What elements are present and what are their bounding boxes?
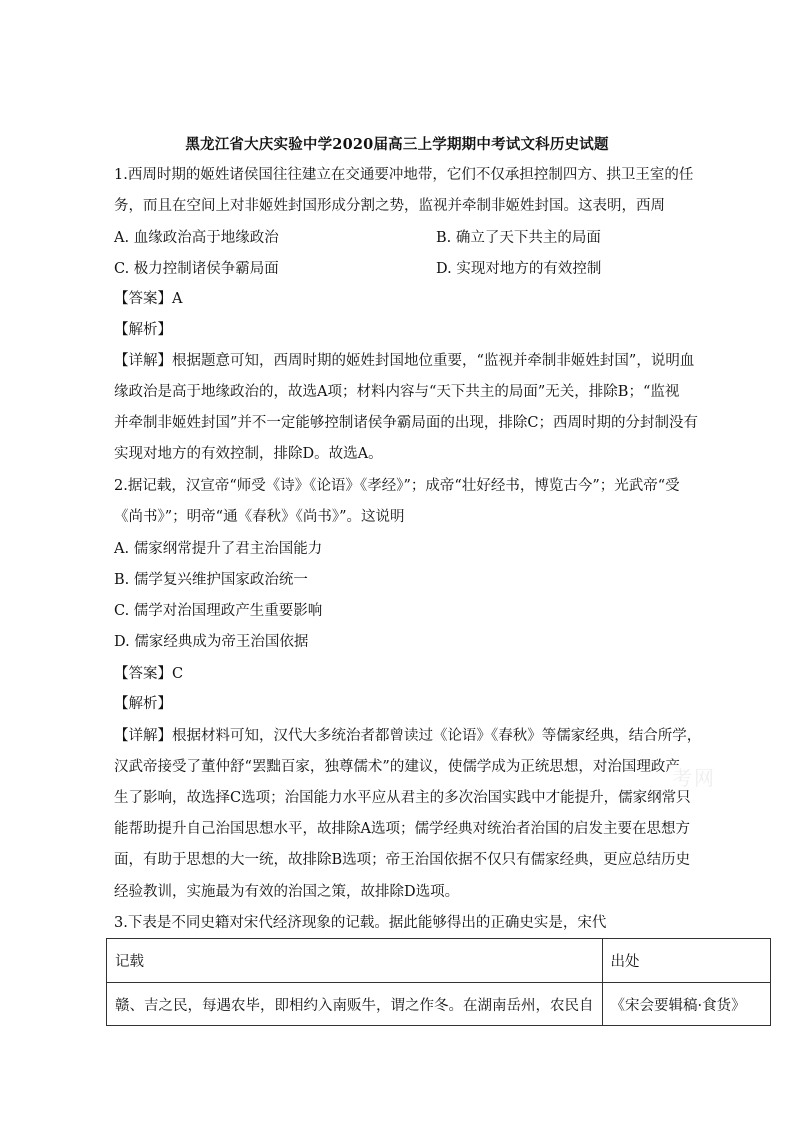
table-header-record: 记载 [107,939,603,983]
q1-option-d: D. 实现对地方的有效控制 [436,261,602,277]
page-title: 黑龙江省大庆实验中学2020届高三上学期期中考试文科历史试题 [185,136,609,153]
table-cell-source: 《宋会要辑稿·食货》 [602,983,771,1026]
q2-option-a: A. 儒家纲常提升了君主治国能力 [114,541,323,557]
q1-option-b: B. 确立了天下共主的局面 [436,230,601,246]
q2-answer: 【答案】C [114,666,184,682]
q1-option-a: A. 血缘政治高于地缘政治 [114,230,279,246]
table-header-row [107,939,771,983]
q1-explanation-line-2: 缘政治是高于地缘政治的，故选A项；材料内容与“天下共主的局面”无关，排除B；“监视 [114,384,680,400]
q2-explanation-line-4: 能帮助提升自己治国思想水平，故排除A选项；儒学经典对统治者治国的启发主要在思想方 [114,821,690,837]
q3-stem-line-1: 3.下表是不同史籍对宋代经济现象的记载。据此能够得出的正确史实是，宋代 [114,915,607,931]
q1-stem-line-1: 1.西周时期的姬姓诸侯国往往建立在交通要冲地带，它们不仅承担控制四方、拱卫王室的任 [114,167,694,183]
q2-analysis-label: 【解析】 [114,696,172,712]
table-row [107,983,771,1026]
q1-explanation-line-1: 【详解】根据题意可知，西周时期的姬姓封国地位重要，“监视并牵制非姬姓封国”，说明血 [114,353,695,369]
q2-explanation-line-6: 经验教训，实施最为有效的治国之策，故排除D选项。 [114,884,460,900]
table-cell-record: 赣、吉之民，每遇农毕，即相约入南贩牛，谓之作冬。在湖南岳州，农民自 [107,983,603,1026]
q2-stem-line-1: 2.据记载，汉宣帝“师受《诗》《论语》《孝经》”；成帝“壮好经书，博览古今”；光武帝“受 [114,478,680,494]
q1-explanation-line-3: 并牵制非姬姓封国”并不一定能够控制诸侯争霸局面的出现，排除C；西周时期的分封制没有 [114,415,699,431]
q2-option-b: B. 儒学复兴维护国家政治统一 [114,572,308,588]
q1-explanation-line-4: 实现对地方的有效控制，排除D。故选A。 [114,446,383,462]
q2-explanation-line-3: 生了影响，故选择C选项；治国能力水平应从君主的多次治国实践中才能提升，儒家纲常只 [114,790,691,806]
q1-answer: 【答案】A [114,291,183,307]
q1-analysis-label: 【解析】 [114,322,172,338]
q1-option-c: C. 极力控制诸侯争霸局面 [114,261,279,277]
q2-explanation-line-2: 汉武帝接受了董仲舒“罢黜百家，独尊儒术”的建议，使儒学成为正统思想，对治国理政产 [114,759,680,775]
q2-option-d: D. 儒家经典成为帝王治国依据 [114,634,309,650]
q2-explanation-line-5: 面，有助于思想的大一统，故排除B选项；帝王治国依据不仅只有儒家经典，更应总结历史 [114,852,691,868]
records-table [106,938,771,1026]
q2-stem-line-2: 《尚书》”；明帝“通《春秋》《尚书》”。这说明 [114,509,405,525]
table-header-source: 出处 [602,939,771,983]
q2-option-c: C. 儒学对治国理政产生重要影响 [114,603,323,619]
q1-stem-line-2: 务，而且在空间上对非姬姓封国形成分割之势，监视并牵制非姬姓封国。这表明，西周 [114,198,665,214]
watermark: 考网 [672,766,716,790]
q2-explanation-line-1: 【详解】根据材料可知，汉代大多统治者都曾读过《论语》《春秋》等儒家经典，结合所学， [114,728,702,744]
